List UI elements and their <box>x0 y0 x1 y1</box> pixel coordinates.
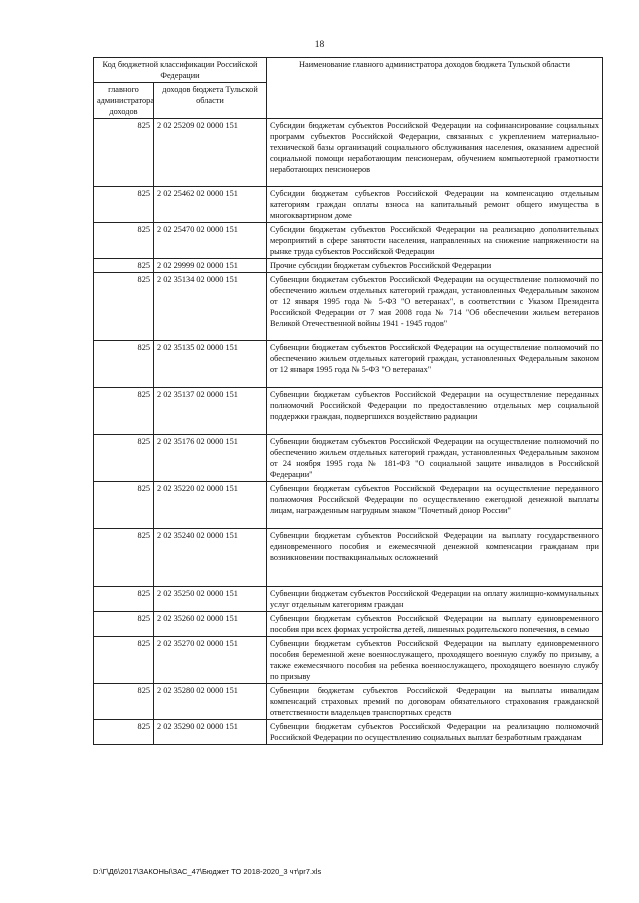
header-name: Наименование главного администратора доходов бюджета Тульской области <box>267 58 603 119</box>
table-row <box>94 388 603 435</box>
income-name: Субвенции бюджетам субъектов Российской Федерации на осуществление переданного полномочия Российской Федерации по осуществлению ежегодной денежной выплаты лицам, награжденным нагрудным знаком "Почетный донор России" <box>267 482 603 529</box>
header-income: доходов бюджета Тульской области <box>154 83 267 119</box>
admin-code: 825 <box>94 388 154 435</box>
admin-code: 825 <box>94 187 154 223</box>
header-row-1 <box>94 58 603 83</box>
admin-code: 825 <box>94 720 154 745</box>
income-code: 2 02 25470 02 0000 151 <box>154 223 267 259</box>
income-code: 2 02 35220 02 0000 151 <box>154 482 267 529</box>
income-name: Субвенции бюджетам субъектов Российской Федерации на осуществление полномочий по обеспечению жильем отдельных категорий граждан, установленных Федеральным законом от 12 января 1995 года № 5-ФЗ "О ветеранах" <box>267 341 603 388</box>
table-row <box>94 119 603 187</box>
income-code: 2 02 29999 02 0000 151 <box>154 259 267 273</box>
admin-code: 825 <box>94 587 154 612</box>
income-name: Субвенции бюджетам субъектов Российской Федерации на выплату единовременного пособия беременной жене военнослужащего, проходящего военную службу по призыву, а также ежемесячного пособия на ребенка военнослужащего, проходящего военную службу по призыву <box>267 637 603 684</box>
income-code: 2 02 25209 02 0000 151 <box>154 119 267 187</box>
income-name: Субвенции бюджетам субъектов Российской Федерации на оплату жилищно-коммунальных услуг отдельным категориям граждан <box>267 587 603 612</box>
budget-classification-table <box>93 57 603 745</box>
header-admin: главного администратора доходов <box>94 83 154 119</box>
table-row <box>94 612 603 637</box>
admin-code: 825 <box>94 529 154 587</box>
table-row <box>94 259 603 273</box>
admin-code: 825 <box>94 259 154 273</box>
admin-code: 825 <box>94 341 154 388</box>
admin-code: 825 <box>94 612 154 637</box>
income-name: Прочие субсидии бюджетам субъектов Российской Федерации <box>267 259 603 273</box>
table-row <box>94 341 603 388</box>
admin-code: 825 <box>94 119 154 187</box>
table-row <box>94 435 603 482</box>
table-row <box>94 187 603 223</box>
income-code: 2 02 35135 02 0000 151 <box>154 341 267 388</box>
income-name: Субвенции бюджетам субъектов Российской Федерации на выплату государственного единовременного пособия и ежемесячной денежной компенсации гражданам при возникновении поствакцинальных осложнений <box>267 529 603 587</box>
income-name: Субвенции бюджетам субъектов Российской Федерации на выплаты инвалидам компенсаций страховых премий по договорам обязательного страхования гражданской ответственности владельцев транспортных средств <box>267 684 603 720</box>
income-name: Субвенции бюджетам субъектов Российской Федерации на выплату единовременного пособия при всех формах устройства детей, лишенных родительского попечения, в семью <box>267 612 603 637</box>
table-row <box>94 587 603 612</box>
table-row <box>94 529 603 587</box>
page-number: 18 <box>314 40 325 50</box>
income-name: Субсидии бюджетам субъектов Российской Федерации на реализацию дополнительных мероприятий в сфере занятости населения, направленных на снижение напряженности на рынке труда субъектов Российской Федерации <box>267 223 603 259</box>
income-code: 2 02 35280 02 0000 151 <box>154 684 267 720</box>
table-row <box>94 273 603 341</box>
income-name: Субсидии бюджетам субъектов Российской Федерации на софинансирование социальных программ субъектов Российской Федерации, связанных с укреплением материально-технической базы организаций социального обслуживания населения, оказанием адресной социальной помощи неработающим пенсионерам, обучением компьютерной грамотности неработающих пенсионеров <box>267 119 603 187</box>
income-code: 2 02 35290 02 0000 151 <box>154 720 267 745</box>
table-row <box>94 637 603 684</box>
income-code: 2 02 25462 02 0000 151 <box>154 187 267 223</box>
income-code: 2 02 35137 02 0000 151 <box>154 388 267 435</box>
admin-code: 825 <box>94 273 154 341</box>
admin-code: 825 <box>94 637 154 684</box>
admin-code: 825 <box>94 482 154 529</box>
table-body <box>94 119 603 745</box>
income-code: 2 02 35240 02 0000 151 <box>154 529 267 587</box>
admin-code: 825 <box>94 223 154 259</box>
income-name: Субвенции бюджетам субъектов Российской Федерации на осуществление полномочий по обеспечению жильем отдельных категорий граждан, установленных Федеральным законом от 24 ноября 1995 года № 181-ФЗ "О социальной защите инвалидов в Российской Федерации" <box>267 435 603 482</box>
income-name: Субвенции бюджетам субъектов Российской Федерации на осуществление полномочий по обеспечению жильем отдельных категорий граждан, установленных Федеральным законом от 12 января 1995 года № 5-ФЗ "О ветеранах", в соответствии с Указом Президента Российской Федерации от 7 мая 2008 года № 714 "Об обеспечении жильем ветеранов Великой Отечественной войны 1941 - 1945 годов" <box>267 273 603 341</box>
income-code: 2 02 35260 02 0000 151 <box>154 612 267 637</box>
income-name: Субвенции бюджетам субъектов Российской Федерации на реализацию полномочий Российской Федерации по осуществлению социальных выплат безработным гражданам <box>267 720 603 745</box>
table-row <box>94 223 603 259</box>
file-path-footer: D:\Г\Д6\2017\ЗАКОНЫ\ЗАС_47\Бюджет ТО 2018-2020_3 чт\pr7.xls <box>93 867 322 876</box>
income-code: 2 02 35176 02 0000 151 <box>154 435 267 482</box>
income-name: Субсидии бюджетам субъектов Российской Федерации на компенсацию отдельным категориям граждан оплаты взноса на капитальный ремонт общего имущества в многоквартирном доме <box>267 187 603 223</box>
income-code: 2 02 35250 02 0000 151 <box>154 587 267 612</box>
admin-code: 825 <box>94 435 154 482</box>
income-code: 2 02 35134 02 0000 151 <box>154 273 267 341</box>
table-row <box>94 482 603 529</box>
admin-code: 825 <box>94 684 154 720</box>
header-code-group: Код бюджетной классификации Российской Федерации <box>94 58 267 83</box>
table-row <box>94 720 603 745</box>
income-name: Субвенции бюджетам субъектов Российской Федерации на осуществление переданных полномочий Российской Федерации по предоставлению отдельных мер социальной поддержки граждан, подвергшихся воздействию радиации <box>267 388 603 435</box>
income-code: 2 02 35270 02 0000 151 <box>154 637 267 684</box>
table-row <box>94 684 603 720</box>
